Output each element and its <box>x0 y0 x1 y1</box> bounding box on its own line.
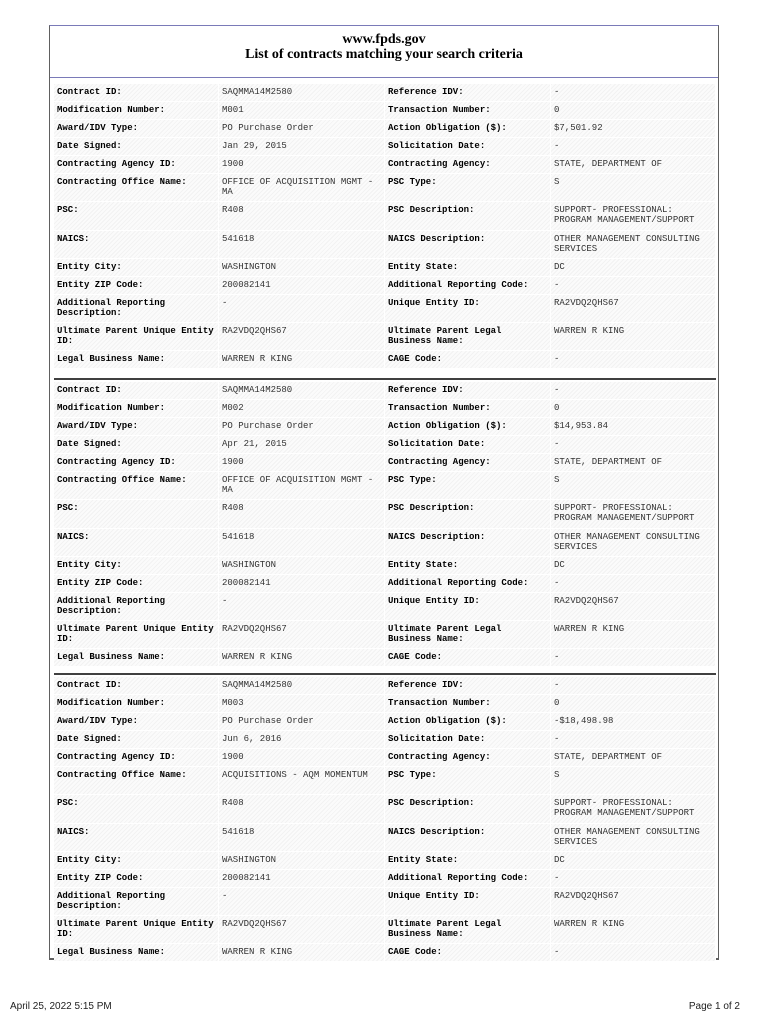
psc-description-label: PSC Description: <box>385 202 551 231</box>
record-row <box>54 277 716 295</box>
ultimate-parent-legal-business-name-label: Ultimate Parent Legal Business Name: <box>385 621 551 649</box>
additional-reporting-code-label: Additional Reporting Code: <box>385 870 551 888</box>
date-signed-value: Jan 29, 2015 <box>219 138 385 156</box>
psc-description-value: SUPPORT- PROFESSIONAL: PROGRAM MANAGEMENT/SUPPORT <box>551 500 716 529</box>
entity-zip-code-value: 200082141 <box>219 277 385 295</box>
psc-description-label: PSC Description: <box>385 500 551 529</box>
psc-label: PSC: <box>54 500 219 529</box>
record-row <box>54 323 716 351</box>
naics-label: NAICS: <box>54 231 219 259</box>
unique-entity-id-label: Unique Entity ID: <box>385 593 551 621</box>
site-title: www.fpds.gov <box>342 32 426 47</box>
reference-idv-label: Reference IDV: <box>385 382 551 400</box>
award-idv-type-label: Award/IDV Type: <box>54 713 219 731</box>
ultimate-parent-unique-entity-id-label: Ultimate Parent Unique Entity ID: <box>54 323 219 351</box>
legal-business-name-value: WARREN R KING <box>219 649 385 667</box>
transaction-number-label: Transaction Number: <box>385 400 551 418</box>
solicitation-date-value: - <box>551 138 716 156</box>
record-row <box>54 259 716 277</box>
entity-state-label: Entity State: <box>385 852 551 870</box>
record-row <box>54 231 716 259</box>
ultimate-parent-legal-business-name-label: Ultimate Parent Legal Business Name: <box>385 916 551 944</box>
contracting-agency-label: Contracting Agency: <box>385 454 551 472</box>
record-row <box>54 593 716 621</box>
reference-idv-value: - <box>551 84 716 102</box>
record-row <box>54 888 716 916</box>
transaction-number-value: 0 <box>551 102 716 120</box>
record-row <box>54 695 716 713</box>
contracting-agency-id-value: 1900 <box>219 454 385 472</box>
entity-state-value: DC <box>551 852 716 870</box>
record-row <box>54 102 716 120</box>
entity-zip-code-label: Entity ZIP Code: <box>54 277 219 295</box>
cage-code-value: - <box>551 944 716 962</box>
additional-reporting-code-label: Additional Reporting Code: <box>385 277 551 295</box>
entity-city-label: Entity City: <box>54 852 219 870</box>
naics-description-value: OTHER MANAGEMENT CONSULTING SERVICES <box>551 231 716 259</box>
record-row <box>54 400 716 418</box>
modification-number-label: Modification Number: <box>54 400 219 418</box>
award-idv-type-value: PO Purchase Order <box>219 713 385 731</box>
record-row <box>54 731 716 749</box>
record-row <box>54 649 716 667</box>
psc-description-value: SUPPORT- PROFESSIONAL: PROGRAM MANAGEMENT/SUPPORT <box>551 202 716 231</box>
contracting-agency-value: STATE, DEPARTMENT OF <box>551 454 716 472</box>
additional-reporting-code-label: Additional Reporting Code: <box>385 575 551 593</box>
naics-label: NAICS: <box>54 529 219 557</box>
cage-code-value: - <box>551 351 716 369</box>
record-row <box>54 351 716 369</box>
contracting-office-name-value: OFFICE OF ACQUISITION MGMT - MA <box>219 472 385 500</box>
date-signed-value: Jun 6, 2016 <box>219 731 385 749</box>
record-row <box>54 156 716 174</box>
modification-number-value: M001 <box>219 102 385 120</box>
psc-type-label: PSC Type: <box>385 767 551 795</box>
unique-entity-id-value: RA2VDQ2QHS67 <box>551 593 716 621</box>
contracting-office-name-value: OFFICE OF ACQUISITION MGMT - MA <box>219 174 385 202</box>
psc-value: R408 <box>219 795 385 824</box>
naics-description-value: OTHER MANAGEMENT CONSULTING SERVICES <box>551 529 716 557</box>
contract-id-label: Contract ID: <box>54 677 219 695</box>
legal-business-name-value: WARREN R KING <box>219 944 385 962</box>
transaction-number-label: Transaction Number: <box>385 102 551 120</box>
page-header <box>50 26 718 78</box>
contracting-agency-value: STATE, DEPARTMENT OF <box>551 749 716 767</box>
legal-business-name-label: Legal Business Name: <box>54 351 219 369</box>
contract-id-value: SAQMMA14M2580 <box>219 382 385 400</box>
record-row <box>54 749 716 767</box>
naics-value: 541618 <box>219 529 385 557</box>
psc-value: R408 <box>219 202 385 231</box>
action-obligation-value: $14,953.84 <box>551 418 716 436</box>
modification-number-label: Modification Number: <box>54 695 219 713</box>
cage-code-label: CAGE Code: <box>385 944 551 962</box>
record-row <box>54 944 716 962</box>
record-row <box>54 621 716 649</box>
entity-city-label: Entity City: <box>54 259 219 277</box>
contract-record <box>54 378 716 674</box>
date-signed-label: Date Signed: <box>54 138 219 156</box>
psc-label: PSC: <box>54 202 219 231</box>
solicitation-date-value: - <box>551 731 716 749</box>
ultimate-parent-legal-business-name-value: WARREN R KING <box>551 323 716 351</box>
ultimate-parent-unique-entity-id-value: RA2VDQ2QHS67 <box>219 621 385 649</box>
additional-reporting-code-value: - <box>551 870 716 888</box>
entity-zip-code-label: Entity ZIP Code: <box>54 870 219 888</box>
naics-description-value: OTHER MANAGEMENT CONSULTING SERVICES <box>551 824 716 852</box>
record-row <box>54 472 716 500</box>
modification-number-value: M002 <box>219 400 385 418</box>
psc-type-label: PSC Type: <box>385 174 551 202</box>
solicitation-date-value: - <box>551 436 716 454</box>
record-row <box>54 824 716 852</box>
ultimate-parent-legal-business-name-value: WARREN R KING <box>551 621 716 649</box>
additional-reporting-code-value: - <box>551 277 716 295</box>
psc-value: R408 <box>219 500 385 529</box>
unique-entity-id-label: Unique Entity ID: <box>385 295 551 323</box>
entity-state-value: DC <box>551 557 716 575</box>
cage-code-label: CAGE Code: <box>385 649 551 667</box>
naics-description-label: NAICS Description: <box>385 231 551 259</box>
results-frame <box>49 25 719 960</box>
additional-reporting-description-value: - <box>219 593 385 621</box>
naics-label: NAICS: <box>54 824 219 852</box>
entity-state-value: DC <box>551 259 716 277</box>
contracting-agency-label: Contracting Agency: <box>385 749 551 767</box>
psc-type-label: PSC Type: <box>385 472 551 500</box>
additional-reporting-description-label: Additional Reporting Description: <box>54 295 219 323</box>
contracting-agency-id-value: 1900 <box>219 156 385 174</box>
unique-entity-id-value: RA2VDQ2QHS67 <box>551 295 716 323</box>
ultimate-parent-unique-entity-id-value: RA2VDQ2QHS67 <box>219 916 385 944</box>
transaction-number-value: 0 <box>551 400 716 418</box>
legal-business-name-label: Legal Business Name: <box>54 649 219 667</box>
psc-type-value: S <box>551 767 716 795</box>
action-obligation-label: Action Obligation ($): <box>385 418 551 436</box>
cage-code-label: CAGE Code: <box>385 351 551 369</box>
contract-record <box>54 84 716 378</box>
record-row <box>54 677 716 695</box>
psc-description-label: PSC Description: <box>385 795 551 824</box>
psc-description-value: SUPPORT- PROFESSIONAL: PROGRAM MANAGEMENT/SUPPORT <box>551 795 716 824</box>
transaction-number-label: Transaction Number: <box>385 695 551 713</box>
psc-label: PSC: <box>54 795 219 824</box>
contracting-agency-value: STATE, DEPARTMENT OF <box>551 156 716 174</box>
action-obligation-value: $7,501.92 <box>551 120 716 138</box>
record-row <box>54 795 716 824</box>
unique-entity-id-label: Unique Entity ID: <box>385 888 551 916</box>
solicitation-date-label: Solicitation Date: <box>385 138 551 156</box>
award-idv-type-label: Award/IDV Type: <box>54 120 219 138</box>
entity-city-label: Entity City: <box>54 557 219 575</box>
record-row <box>54 500 716 529</box>
record-row <box>54 202 716 231</box>
record-row <box>54 382 716 400</box>
reference-idv-value: - <box>551 677 716 695</box>
contracting-office-name-label: Contracting Office Name: <box>54 174 219 202</box>
contracting-agency-id-label: Contracting Agency ID: <box>54 454 219 472</box>
record-row <box>54 767 716 795</box>
record-row <box>54 418 716 436</box>
cage-code-value: - <box>551 649 716 667</box>
record-row <box>54 120 716 138</box>
contracting-office-name-label: Contracting Office Name: <box>54 767 219 795</box>
psc-type-value: S <box>551 174 716 202</box>
psc-type-value: S <box>551 472 716 500</box>
contract-id-label: Contract ID: <box>54 382 219 400</box>
contracting-office-name-value: ACQUISITIONS - AQM MOMENTUM <box>219 767 385 795</box>
additional-reporting-description-label: Additional Reporting Description: <box>54 888 219 916</box>
legal-business-name-label: Legal Business Name: <box>54 944 219 962</box>
entity-city-value: WASHINGTON <box>219 852 385 870</box>
record-row <box>54 870 716 888</box>
record-row <box>54 138 716 156</box>
entity-state-label: Entity State: <box>385 259 551 277</box>
date-signed-label: Date Signed: <box>54 436 219 454</box>
award-idv-type-label: Award/IDV Type: <box>54 418 219 436</box>
entity-city-value: WASHINGTON <box>219 557 385 575</box>
transaction-number-value: 0 <box>551 695 716 713</box>
date-signed-value: Apr 21, 2015 <box>219 436 385 454</box>
ultimate-parent-unique-entity-id-label: Ultimate Parent Unique Entity ID: <box>54 621 219 649</box>
contracting-agency-label: Contracting Agency: <box>385 156 551 174</box>
entity-zip-code-value: 200082141 <box>219 575 385 593</box>
naics-description-label: NAICS Description: <box>385 824 551 852</box>
record-row <box>54 916 716 944</box>
solicitation-date-label: Solicitation Date: <box>385 731 551 749</box>
additional-reporting-description-value: - <box>219 888 385 916</box>
record-row <box>54 713 716 731</box>
ultimate-parent-unique-entity-id-value: RA2VDQ2QHS67 <box>219 323 385 351</box>
entity-city-value: WASHINGTON <box>219 259 385 277</box>
modification-number-label: Modification Number: <box>54 102 219 120</box>
entity-state-label: Entity State: <box>385 557 551 575</box>
record-row <box>54 295 716 323</box>
contracting-agency-id-label: Contracting Agency ID: <box>54 156 219 174</box>
reference-idv-value: - <box>551 382 716 400</box>
record-row <box>54 436 716 454</box>
print-timestamp: April 25, 2022 5:15 PM <box>10 1001 112 1012</box>
reference-idv-label: Reference IDV: <box>385 84 551 102</box>
record-row <box>54 84 716 102</box>
solicitation-date-label: Solicitation Date: <box>385 436 551 454</box>
page-number: Page 1 of 2 <box>688 1001 740 1012</box>
award-idv-type-value: PO Purchase Order <box>219 120 385 138</box>
additional-reporting-code-value: - <box>551 575 716 593</box>
naics-description-label: NAICS Description: <box>385 529 551 557</box>
contract-id-value: SAQMMA14M2580 <box>219 84 385 102</box>
record-row <box>54 575 716 593</box>
record-row <box>54 454 716 472</box>
record-row <box>54 174 716 202</box>
ultimate-parent-legal-business-name-label: Ultimate Parent Legal Business Name: <box>385 323 551 351</box>
contracting-office-name-label: Contracting Office Name: <box>54 472 219 500</box>
action-obligation-value: -$18,498.98 <box>551 713 716 731</box>
contracting-agency-id-value: 1900 <box>219 749 385 767</box>
naics-value: 541618 <box>219 824 385 852</box>
contract-id-value: SAQMMA14M2580 <box>219 677 385 695</box>
contracting-agency-id-label: Contracting Agency ID: <box>54 749 219 767</box>
additional-reporting-description-value: - <box>219 295 385 323</box>
ultimate-parent-legal-business-name-value: WARREN R KING <box>551 916 716 944</box>
record-row <box>54 852 716 870</box>
date-signed-label: Date Signed: <box>54 731 219 749</box>
naics-value: 541618 <box>219 231 385 259</box>
unique-entity-id-value: RA2VDQ2QHS67 <box>551 888 716 916</box>
record-row <box>54 529 716 557</box>
award-idv-type-value: PO Purchase Order <box>219 418 385 436</box>
action-obligation-label: Action Obligation ($): <box>385 713 551 731</box>
contract-record <box>54 673 716 969</box>
modification-number-value: M003 <box>219 695 385 713</box>
action-obligation-label: Action Obligation ($): <box>385 120 551 138</box>
entity-zip-code-label: Entity ZIP Code: <box>54 575 219 593</box>
contract-id-label: Contract ID: <box>54 84 219 102</box>
legal-business-name-value: WARREN R KING <box>219 351 385 369</box>
page-title: List of contracts matching your search criteria <box>245 47 523 62</box>
record-row <box>54 557 716 575</box>
reference-idv-label: Reference IDV: <box>385 677 551 695</box>
entity-zip-code-value: 200082141 <box>219 870 385 888</box>
additional-reporting-description-label: Additional Reporting Description: <box>54 593 219 621</box>
ultimate-parent-unique-entity-id-label: Ultimate Parent Unique Entity ID: <box>54 916 219 944</box>
